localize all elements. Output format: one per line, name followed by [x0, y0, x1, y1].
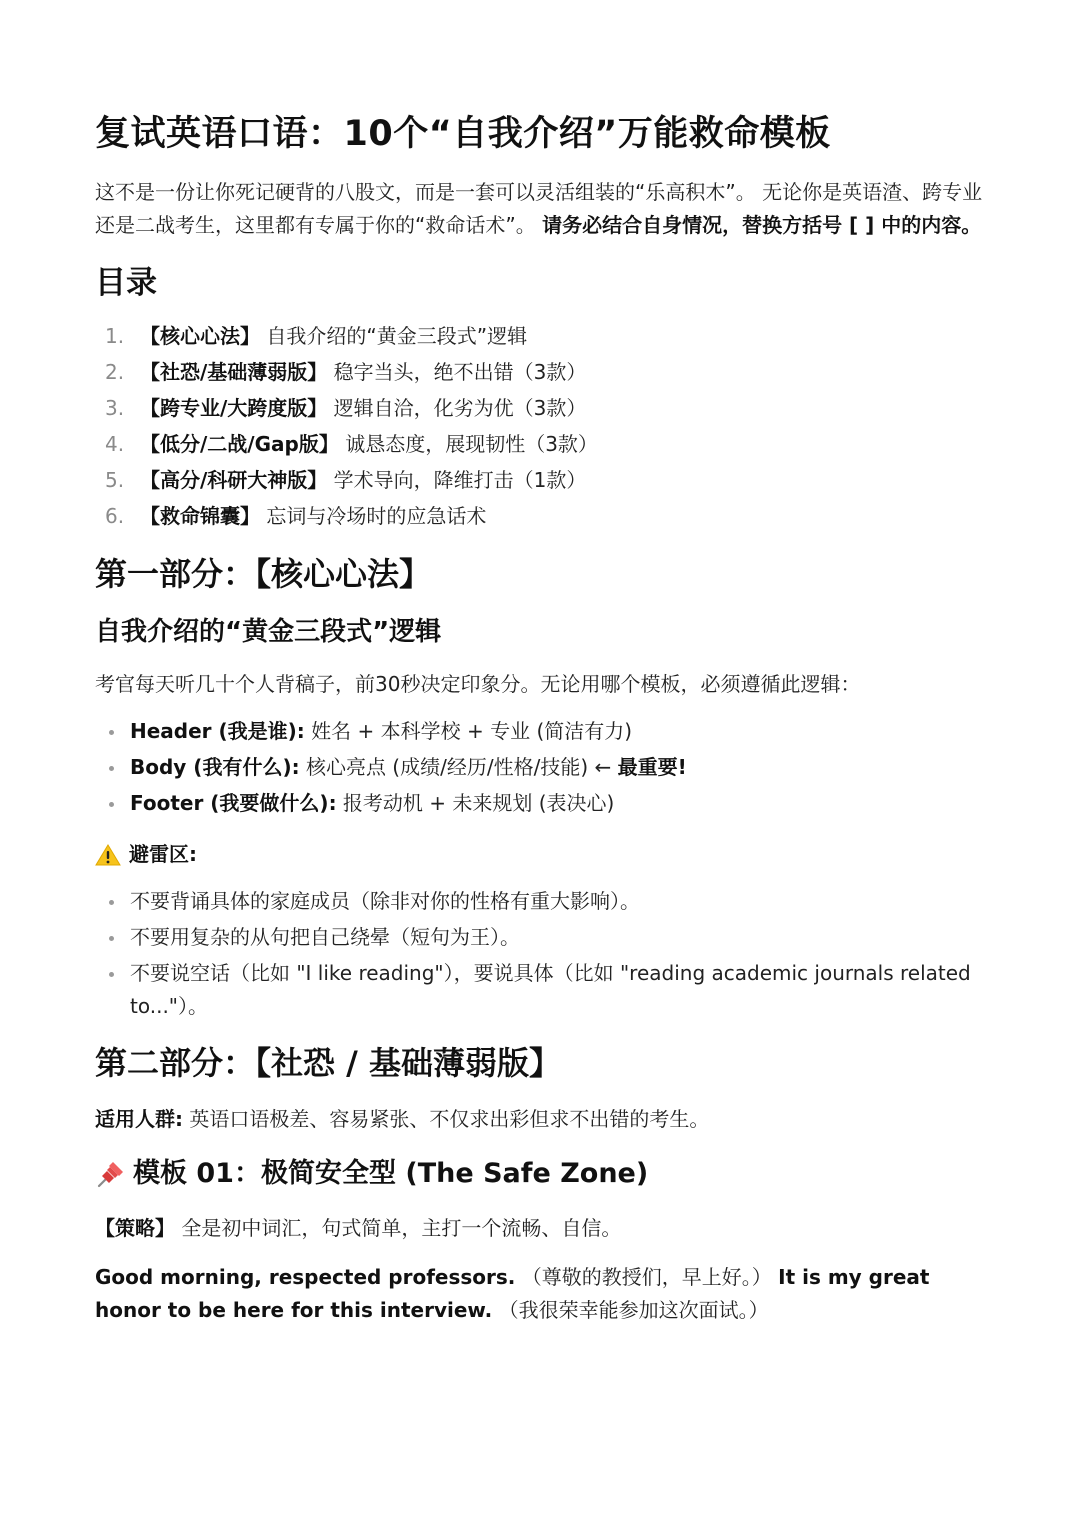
toc-item-desc: 自我介绍的“黄金三段式”逻辑 — [260, 324, 528, 348]
template-title: 模板 01：极简安全型 (The Safe Zone) — [133, 1158, 649, 1189]
toc-item-label: 【核心心法】 — [140, 324, 260, 348]
bullet-label: Body (我有什么): — [130, 755, 300, 779]
list-item — [95, 885, 984, 918]
toc-heading: 目录 — [95, 265, 157, 301]
bullet-dot — [109, 766, 114, 771]
toc-item-desc: 忘词与冷场时的应急话术 — [260, 504, 487, 528]
audience-text: 英语口语极差、容易紧张、不仅求出彩但求不出错的考生。 — [183, 1107, 710, 1131]
sample-sentence-en: It is my great honor to be here for this interview. — [95, 1265, 930, 1322]
toc-item-desc: 逻辑自洽，化劣为优（3款） — [327, 396, 587, 420]
warning-heading — [95, 838, 984, 871]
list-item — [95, 921, 984, 954]
toc-item-label: 【高分/科研大神版】 — [140, 468, 328, 492]
bullet-text: 不要说空话（比如 "I like reading"），要说具体（比如 "reading academic journals related to..."）。 — [130, 961, 971, 1018]
toc-item-number: 6. — [105, 504, 125, 528]
bullet-dot — [109, 972, 114, 977]
toc-item-label: 【低分/二战/Gap版】 — [140, 432, 339, 456]
bullet-text: 不要用复杂的从句把自己绕晕（短句为王）。 — [130, 925, 520, 949]
bullet-dot — [109, 936, 114, 941]
sample-sentence-zh: （尊敬的教授们，早上好。） — [515, 1265, 779, 1289]
toc-item-desc: 稳字当头，绝不出错（3款） — [327, 360, 587, 384]
bullet-dot — [109, 730, 114, 735]
toc-item-number: 2. — [105, 360, 125, 384]
toc-item-label: 【救命锦囊】 — [140, 504, 260, 528]
toc-item[interactable] — [95, 318, 984, 354]
toc-item-number: 3. — [105, 396, 125, 420]
toc-item-desc: 学术导向，降维打击（1款） — [327, 468, 587, 492]
toc-list — [95, 318, 984, 534]
list-item — [95, 715, 984, 748]
bullet-text: 核心亮点 (成绩/经历/性格/技能) ← — [299, 755, 618, 779]
bullet-label: Header (我是谁): — [130, 719, 305, 743]
page-title: 复试英语口语：10个“自我介绍”万能救命模板 — [95, 114, 831, 154]
bullet-text: 报考动机 + 未来规划 (表决心) — [336, 791, 615, 815]
sample-paragraph — [95, 1261, 984, 1327]
list-item — [95, 957, 984, 1023]
bullet-emphasis: 最重要! — [617, 755, 687, 779]
warning-label: 避雷区: — [129, 842, 197, 866]
part1-heading: 第一部分：【核心心法】 — [95, 555, 432, 593]
toc-item-number: 4. — [105, 432, 125, 456]
strategy-text: 全是初中词汇，句式简单，主打一个流畅、自信。 — [175, 1216, 622, 1240]
strategy-label: 【策略】 — [95, 1216, 175, 1240]
toc-item-desc: 诚恳态度，展现韧性（3款） — [338, 432, 598, 456]
bullet-dot — [109, 900, 114, 905]
intro-bold-note: 请务必结合自身情况，替换方括号 [ ] 中的内容。 — [542, 213, 982, 237]
intro-paragraph — [95, 176, 984, 242]
toc-item[interactable] — [95, 462, 984, 498]
bullet-label: Footer (我要做什么): — [130, 791, 337, 815]
part1-paragraph: 考官每天听几十个人背稿子，前30秒决定印象分。无论用哪个模板，必须遵循此逻辑： — [95, 672, 861, 696]
warning-bullet-list — [95, 885, 984, 1023]
pushpin-icon — [95, 1158, 127, 1190]
toc-item-number: 5. — [105, 468, 125, 492]
sample-sentence-en: Good morning, respected professors. — [95, 1265, 516, 1289]
part1-subheading: 自我介绍的“黄金三段式”逻辑 — [95, 617, 442, 647]
template-heading — [95, 1152, 984, 1196]
bullet-text: 姓名 + 本科学校 + 专业 (简洁有力) — [304, 719, 633, 743]
intro-text: 这不是一份让你死记硬背的八股文，而是一套可以灵活组装的“乐高积木”。 无论你是英语渣、跨专业还是二战考生，这里都有专属于你的“救命话术”。 — [95, 180, 983, 237]
toc-item[interactable] — [95, 498, 984, 534]
strategy-line — [95, 1212, 984, 1245]
toc-item-label: 【社恐/基础薄弱版】 — [140, 360, 328, 384]
toc-item[interactable] — [95, 354, 984, 390]
audience-line — [95, 1103, 984, 1136]
audience-label: 适用人群: — [95, 1107, 183, 1131]
bullet-dot — [109, 802, 114, 807]
toc-item[interactable] — [95, 426, 984, 462]
part2-heading: 第二部分：【社恐 / 基础薄弱版】 — [95, 1044, 561, 1082]
list-item — [95, 787, 984, 820]
sample-sentence-zh: （我很荣幸能参加这次面试。） — [492, 1298, 769, 1322]
toc-item-number: 1. — [105, 324, 125, 348]
warning-icon — [95, 844, 121, 866]
logic-bullet-list — [95, 715, 984, 820]
toc-item-label: 【跨专业/大跨度版】 — [140, 396, 328, 420]
bullet-text: 不要背诵具体的家庭成员（除非对你的性格有重大影响）。 — [130, 889, 640, 913]
toc-item[interactable] — [95, 390, 984, 426]
list-item — [95, 751, 984, 784]
